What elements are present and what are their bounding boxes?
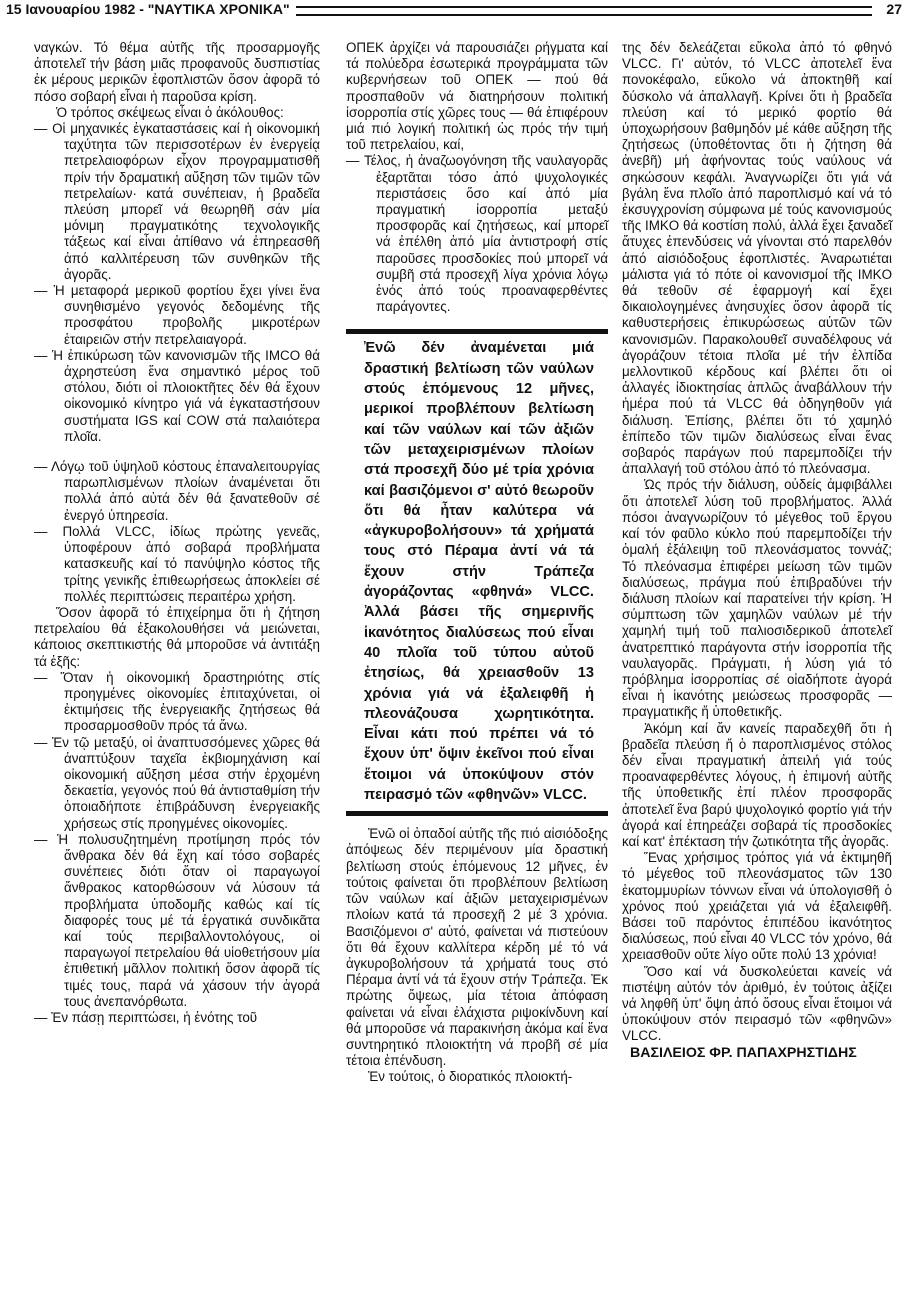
paragraph: της δέν δελεάζεται εὔκολα ἀπό τό φθηνό VLCC. Γι' αὐτόν, τό VLCC ἀποτελεῖ ἕνα πονοκέφαλο, εὔκολο νά ἀποκτηθῆ καί δύσκολο νά ἀπαλλαγῆ. Κρίνει ὅτι ἡ βραδεῖα πλεύση καί τό μερικό φορτίο θά ὑποχωρήσουν βαθμηδόν μέ κάθε αὔξηση τῆς ζητήσεως (ὑποθέτοντας ὅτι ἡ ζήτηση θά ἀνεβῆ) μή ἀφήνοντας τούς ναύλους νά σηκώσουν κεφάλι. Ἀναγνωρίζει ὅτι γιά νά βγάλη ἕνα πλοῖο ἀπό παροπλισμό καί νά τό ἐκσυγχρονίση σύμφωνα μέ τούς κανονισμούς τῆς IMKO θά κοστίση πολύ, ἀλλά ἔχει ξαναδεῖ ἄτυχες ἐπενδύσεις νά γίνονται στό παρελθόν ἀπό αἰσιόδοξους ἐφοπλιστές. Ἀναρωτιέται μάλιστα γιά τό πότε οἱ κανονισμοί τῆς IMKO θά τεθοῦν σέ ἐφαρμογή καί ἔχει δικαιολογημένες ἀνησυχίες ὅσον ἀφορᾶ τίς καθυστερήσεις ἐπικυρώσεως αὐτῶν τῶν κανονισμῶν. Παρακολουθεῖ συναδέλφους νά ἀγοράζουν τέτοια πλοῖα μέ τήν ἐλπίδα μελλοντικοῦ κέρδους καί βλέπει ὅτι οἱ ἀλλαγές ἰδιοκτησίας ἁπλῶς ἀναβάλλουν τήν ἡμέρα πού τά VLCC θά ὁδηγηθοῦν γιά διάλυση. Ἐπίσης, βλέπει ὅτι τό χαμηλό ἐπίπεδο τῶν τιμῶν διαλύσεως εἶναι ἕνας σοβαρός παράγων πού παρεμποδίζει τήν ἀπαλλαγή τοῦ στόλου ἀπό τό πλεόνασμα. [622,40,892,477]
pull-quote-box [346,329,608,816]
pull-quote-bottom-rule [346,811,608,816]
dash-item: — Ὅταν ἡ οἰκονομική δραστηριότης στίς προηγμένες οἰκονομίες ἐπιταχύνεται, οἱ ἐκτιμήσεις τῆς ἐνεργειακῆς ζητήσεως θά προσαρμοσθοῦν πρός τά ἄνω. [34,669,320,734]
paragraph: Ὡς πρός τήν διάλυση, οὐδείς ἀμφιβάλλει ὅτι ἀποτελεῖ λύση τοῦ προβλήματος. Ἀλλά πόσοι ἀναγνωρίζουν τό μέγεθος τοῦ ἔργου καί τόν φαῦλο κύκλο πού παρεμποδίζει τήν ὁμαλή ἐξάλειψη τοῦ πλεονάσματος τοννάζ; Τό πλεόνασμα ἐπιφέρει μείωση τῶν τιμῶν διαλύσεως, πράγμα πού ἐπιβραδύνει τήν διάλυση πλοίων καί παρατείνει τήν κρίση. Ἡ σύμπτωση τῶν χαμηλῶν ναύλων μέ τήν χαμηλή τιμή τοῦ παλιοσιδερικοῦ ἀποτελεῖ ἀνατρεπτικό παράγοντα στήν ἰσορροπία τῆς ναυλαγορᾶς. Πράγματι, ἡ λύση γιά τό πρόβλημα ἰσορροπίας σέ οἱαδήποτε ἀγορά εἶναι ἡ ἱκανότης μειώσεως προσφορᾶς — πραγματικῆς ἤ ὑποθετικῆς. [622,477,892,720]
dash-item: — Πολλά VLCC, ἰδίως πρώτης γενεᾶς, ὑποφέρουν ἀπό σοβαρά προβλήματα κατασκευῆς καί τό πανύψηλο κόστος τῆς τρίτης γενικῆς ἐπιθεωρήσεως ἀποκλείει σέ πολλές περιπτώσεις περαιτέρω χρήση. [34,523,320,604]
page-number: 27 [886,1,902,17]
dash-item: — Ἐν τῷ μεταξύ, οἱ ἀναπτυσσόμενες χῶρες θά ἀναπτύξουν ταχεῖα ἐκβιομηχάνιση καί οἰκονομική αὔξηση μέσα στήν ἐρχομένη δεκαετία, γεγονός πού θά ἀντισταθμίση τήν ὁποιαδήποτε ἐπιβράδυνση ἐνεργειακῆς χρήσεως στίς προηγμένες οἰκονομίες. [34,734,320,831]
dash-item: — Οἱ μηχανικές ἐγκαταστάσεις καί ἡ οἰκονομική ταχύτητα τῶν περισσοτέρων ἐν ἐνεργείᾳ πετρελαιοφόρων εἶχον προγραμματισθῆ πρίν τήν δραματική αὔξηση τῶν τιμῶν τῶν πετρελαίων· κατά συνέπειαν, ἡ βραδεῖα πλεύση μπορεῖ νά θεωρηθῆ σάν μία μόνιμη πραγματικότης τεχνολογικῆς τάξεως καί εἶναι ἀπίθανο νά ἐπηρεασθῆ ἀπό καλλιτέρευση τῶν συνθηκῶν τῆς ἀγορᾶς. [34,121,320,282]
author-signature: ΒΑΣΙΛΕΙΟΣ ΦΡ. ΠΑΠΑΧΡΗΣΤΙΔΗΣ [630,1044,857,1061]
page-header [4,0,912,22]
dash-item: — Ἡ ἐπικύρωση τῶν κανονισμῶν τῆς IMCO θά ἀχρηστεύση ἕνα σημαντικό μέρος τοῦ στόλου, διότι οἱ πλοιοκτῆτες δέν θά ἔχουν οἰκονομικό κίνητρο γιά νά ἐγκαταστήσουν συστήματα IGS καί COW στά παλαιότερα πλοῖα. [34,347,320,444]
article-column-1 [34,40,320,1026]
paragraph: Ἀκόμη καί ἄν κανείς παραδεχθῆ ὅτι ἡ βραδεῖα πλεύση ἤ ὁ παροπλισμένος στόλος δέν εἶναι πραγματική ἀπειλή γιά τούς προαναφερθέντες λόγους, ἡ ἐπιμονή αὐτῆς τῆς ὑποθετικῆς ἐπί πλέον προσφορᾶς ἀποτελεῖ ἕνα βαρύ ψυχολογικό φορτίο γιά τήν ἀγορά καί ἐπηρεάζει σοβαρά τίς προσδοκίες καί κατ' ἐπέκταση τήν ζωτικότητα τῆς ἀγορᾶς. [622,720,892,849]
dash-item: — Τέλος, ἡ ἀναζωογόνηση τῆς ναυλαγορᾶς ἐξαρτᾶται τόσο ἀπό ψυχολογικές περιστάσεις ὅσο καί ἀπό μία πραγματική ἰσορροπία μεταξύ προσφορᾶς καί ζητήσεως, καί μπορεῖ νά ἐπέλθη ἀπό μία ἀντιστροφή στίς παροῦσες προσδοκίες πού μπορεῖ νά συμβῆ στά προσεχῆ λίγα χρόνια λόγῳ ἑνός ἀπό τούς προαναφερθέντες παράγοντες. [346,153,608,315]
publication-date-title: 15 Ιανουαρίου 1982 - "ΝΑΥΤΙΚΑ ΧΡΟΝΙΚΑ" [6,1,290,17]
header-rule [296,6,872,16]
dash-item: — Ἡ μεταφορά μερικοῦ φορτίου ἔχει γίνει ἕνα συνηθισμένο γεγονός δεδομένης τῆς προσφάτου προβολῆς μικροτέρων ἑταιρειῶν στήν πετρελαιαγορά. [34,283,320,347]
article-column-2 [346,40,608,1086]
dash-item: — Ἡ πολυσυζητημένη προτίμηση πρός τόν ἄνθρακα δέν θά ἔχη καί τόσο σοβαρές συνέπειες διότι ὅταν οἱ παραγωγοί ἄνθρακος κατορθώσουν νά λύσουν τά προβλήματα ὑποδομῆς καθώς καί τίς διαφορές τους μέ τά ἐργατικά συνδικᾶτα καί τούς περιβαλλοντολόγους, οἱ παραγωγοί πετρελαίου θά υἱοθετήσουν μία ἐπιθετική μᾶλλον πολιτική ὅσον ἀφορᾶ τίς τιμές τους, παρά νά χάσουν τήν ἀγορά τους ἀνεπανόρθωτα. [34,831,320,1009]
paragraph: Ἐνῶ οἱ ὀπαδοί αὐτῆς τῆς πιό αἰσιόδοξης ἀπόψεως δέν περιμένουν μία δραστική βελτίωση στούς ἑπόμενους 12 μῆνες, ἐν τούτοις φαίνεται ὅτι προβλέπουν βελτίωση τῶν ναύλων καί ἀξιῶν μεταχειρισμένων πλοίων κατά τά προσεχῆ 2 μέ 3 χρόνια. Βασιζόμενοι σ' αὐτό, φαίνεται νά πιστεύουν ὅτι θά ἔχουν καλλίτερα κέρδη μέ τό νά ἀγκυροβολήσουν τά χρήματά τους στό Πέραμα ἀντί νά τά ἔχουν στήν Τράπεζα. Ἐκ πρώτης ὄψεως, μία τέτοια ἀπόφαση φαίνεται νά εἶναι ἐλάχιστα ριψοκίνδυνη καί θά μποροῦσε νά παρακινήση ἀκόμα καί ἕνα συντηρητικό πλοιοκτήτη νά προβῆ σέ μία τέτοια ἐπένδυση. [346,826,608,1069]
article-column-3 [622,40,892,1061]
paragraph: Ὅσο καί νά δυσκολεύεται κανείς νά πιστέψη αὐτόν τόν ἀριθμό, ἐν τούτοις ἀξίζει νά ληφθῆ ὑπ' ὄψη ἀπό ὅσους εἶναι ἕτοιμοι νά ὑποκύψουν στόν πειρασμό τῶν «φθηνῶν» VLCC. [622,963,892,1044]
paragraph: Ὁ τρόπος σκέψεως εἶναι ὁ ἀκόλουθος: [56,104,284,120]
dash-item: — Ἐν πάσῃ περιπτώσει, ἡ ἑνότης τοῦ [34,1009,258,1025]
pull-quote: Ἐνῶ δέν ἀναμένεται μιά δραστική βελτίωση τῶν ναύλων στούς ἑπόμενους 12 μῆνες, μερικοί προβλέπουν βελτίωση καί τῶν ναύλων καί τῶν ἀξιῶν τῶν μεταχειρισμένων πλοίων στά προσεχῆ δύο μέ τρία χρόνια καί βασιζόμενοι σ' αὐτό θεωροῦν ὅτι θά ἦταν καλύτερα νά «ἀγκυροβολήσουν» τά χρήματά τους στό Πέραμα ἀντί νά τά ἔχουν στήν Τράπεζα ἀγοράζοντας «φθηνά» VLCC. Ἀλλά βάσει τῆς σημερινῆς ἱκανότητος διαλύσεως πού εἶναι 40 πλοῖα τοῦ τύπου αὐτοῦ ἐτησίως, θά χρειασθοῦν 13 χρόνια γιά νά ἐξαλειφθῆ ἡ πλεονάζουσα χωρητικότητα. Εἶναι κάτι πού πρέπει νά τό ἔχουν ὑπ' ὄψιν ἐκεῖνοι πού εἶναι ἕτοιμοι νά ὑποκύψουν στόν πειρασμό τῶν «φθηνῶν» VLCC. [364,340,594,803]
paragraph: Ἐν τούτοις, ὁ διορατικός πλοιοκτή- [368,1069,573,1085]
paragraph: ΟΠΕΚ ἀρχίζει νά παρουσιάζει ρήγματα καί τά πολύεδρα ἐσωτερικά προγράμματα τῶν κυβερνήσεων τοῦ ΟΠΕΚ — πού θά προσπαθοῦν νά διατηρήσουν πολιτική ἰσορροπία στίς χῶρες τους — θά ἐπιφέρουν μιά πιό λογική πολιτική ὡς πρός τήν τιμή τοῦ πετρελαίου, καί, [346,40,608,153]
paragraph: Ὅσον ἀφορᾶ τό ἐπιχείρημα ὅτι ἡ ζήτηση πετρελαίου θά ἐξακολουθήσει νά μειώνεται, κάποιος σκεπτικιστής θά μποροῦσε νά ἀντιτάξη τά ἑξῆς: [34,604,320,669]
paragraph: ναγκών. Τό θέμα αὐτῆς τῆς προσαρμογῆς ἀποτελεῖ τήν βάση μιᾶς προφανοῦς δυσπιστίας ἐκ μέρους μερικῶν ἐφοπλιστῶν ὅσον ἀφορᾶ τό πόσο σοβαρή εἶναι ἡ παροῦσα κρίση. [34,40,320,104]
dash-item: — Λόγῳ τοῦ ὑψηλοῦ κόστους ἐπαναλειτουργίας παρωπλισμένων πλοίων ἀναμένεται ὅτι πολλά ἀπό αὐτά δέν θά ξανατεθοῦν σέ ἐνεργό ὑπηρεσία. [34,459,320,523]
paragraph: Ἕνας χρήσιμος τρόπος γιά νά ἐκτιμηθῆ τό μέγεθος τοῦ πλεονάσματος τῶν 130 ἑκατομμυρίων τόννων εἶναι νά ὑπολογισθῆ ὁ χρόνος πού χρειάζεται γιά νά ἐξαλειφθῆ. Βάσει τοῦ παρόντος ἐπιπέδου ἱκανότητος διαλύσεως, πού εἶναι 40 VLCC τόν χρόνο, θά χρειασθοῦν οὔτε λίγο οὔτε πολύ 13 χρόνια! [622,850,892,963]
